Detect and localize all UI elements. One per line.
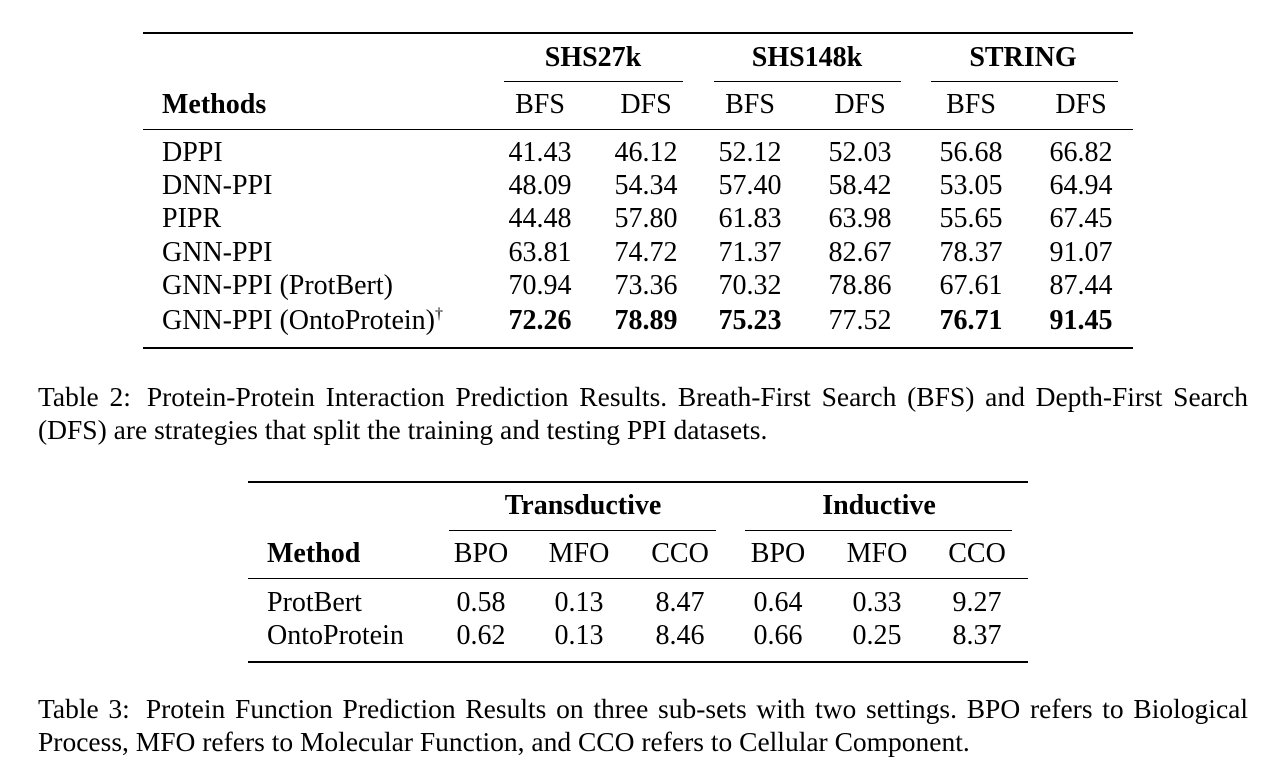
value-cell: 70.32	[718, 270, 782, 301]
group-header-shs148k: SHS148k	[751, 42, 863, 73]
value-cell: 58.42	[828, 170, 892, 201]
method-cell: OntoProtein	[267, 620, 404, 651]
value-cell: 67.61	[939, 270, 1003, 301]
value-cell: 53.05	[939, 170, 1003, 201]
caption-text: Protein Function Prediction Results on three sub-sets with two settings. BPO refers to Biological Process, MFO refers to Molecular Function, and CCO refers to Cellular Component.	[38, 693, 1248, 757]
value-cell: 8.47	[655, 587, 705, 618]
value-cell: 0.33	[852, 587, 902, 618]
value-cell: 44.48	[508, 203, 572, 234]
caption-label: Table 3:	[38, 693, 130, 724]
col-header: BFS	[946, 89, 996, 120]
col-header: BFS	[725, 89, 775, 120]
method-cell	[162, 305, 443, 337]
value-cell: 0.58	[456, 587, 506, 618]
value-cell: 52.03	[828, 137, 892, 168]
caption-text: Protein-Protein Interaction Prediction Results. Breath-First Search (BFS) and Depth-First Search (DFS) are strategies that split the training and testing PPI datasets.	[38, 381, 1248, 445]
value-cell: 70.94	[508, 270, 572, 301]
value-cell: 46.12	[614, 137, 678, 168]
dagger-marker: †	[435, 305, 443, 323]
top-rule	[248, 481, 1028, 483]
value-cell: 66.82	[1049, 137, 1113, 168]
col-header: DFS	[620, 89, 672, 120]
header-rule	[143, 129, 1133, 130]
table-2-caption	[38, 380, 1248, 446]
col-header: CCO	[948, 538, 1006, 569]
col-header: DFS	[1055, 89, 1107, 120]
group-underline	[714, 81, 901, 82]
value-cell: 52.12	[718, 137, 782, 168]
caption-label: Table 2:	[38, 381, 131, 412]
value-cell: 54.34	[614, 170, 678, 201]
value-cell: 48.09	[508, 170, 572, 201]
value-cell: 67.45	[1049, 203, 1113, 234]
method-cell: DPPI	[162, 137, 223, 168]
value-cell: 72.26	[508, 305, 572, 336]
value-cell: 78.37	[939, 237, 1003, 268]
value-cell: 63.81	[508, 237, 572, 268]
value-cell: 0.66	[753, 620, 803, 651]
method-cell: DNN-PPI	[162, 170, 273, 201]
value-cell: 41.43	[508, 137, 572, 168]
value-cell: 8.46	[655, 620, 705, 651]
value-cell: 82.67	[828, 237, 892, 268]
group-underline	[449, 530, 716, 531]
value-cell: 74.72	[614, 237, 678, 268]
value-cell: 73.36	[614, 270, 678, 301]
value-cell: 78.89	[614, 305, 678, 336]
value-cell: 77.52	[828, 305, 892, 336]
col-header: DFS	[834, 89, 886, 120]
value-cell: 76.71	[939, 305, 1003, 336]
method-header: Method	[267, 538, 361, 569]
value-cell: 0.13	[554, 587, 604, 618]
method-cell: GNN-PPI	[162, 237, 273, 268]
group-underline	[504, 81, 683, 82]
col-header: MFO	[846, 538, 908, 569]
value-cell: 0.62	[456, 620, 506, 651]
table-3-caption	[38, 692, 1248, 758]
group-header-inductive: Inductive	[822, 490, 936, 521]
group-underline	[745, 530, 1012, 531]
value-cell: 87.44	[1049, 270, 1113, 301]
top-rule	[143, 32, 1133, 34]
col-header: BPO	[750, 538, 806, 569]
value-cell: 0.13	[554, 620, 604, 651]
value-cell: 0.64	[753, 587, 803, 618]
method-cell: GNN-PPI (ProtBert)	[162, 270, 393, 301]
value-cell: 91.07	[1049, 237, 1113, 268]
bottom-rule	[143, 347, 1133, 349]
value-cell: 64.94	[1049, 170, 1113, 201]
value-cell: 55.65	[939, 203, 1003, 234]
value-cell: 78.86	[828, 270, 892, 301]
col-header: BPO	[453, 538, 509, 569]
value-cell: 9.27	[952, 587, 1002, 618]
value-cell: 57.40	[718, 170, 782, 201]
value-cell: 57.80	[614, 203, 678, 234]
methods-header: Methods	[162, 89, 267, 120]
group-header-transductive: Transductive	[504, 490, 662, 521]
col-header: BFS	[515, 89, 565, 120]
header-rule	[248, 578, 1028, 579]
method-name: GNN-PPI (OntoProtein)	[162, 305, 435, 336]
bottom-rule	[248, 661, 1028, 663]
value-cell: 75.23	[718, 305, 782, 336]
value-cell: 71.37	[718, 237, 782, 268]
method-cell: PIPR	[162, 203, 222, 234]
value-cell: 56.68	[939, 137, 1003, 168]
value-cell: 8.37	[952, 620, 1002, 651]
value-cell: 0.25	[852, 620, 902, 651]
col-header: MFO	[548, 538, 610, 569]
group-header-shs27k: SHS27k	[544, 42, 642, 73]
group-underline	[931, 81, 1118, 82]
method-cell: ProtBert	[267, 587, 362, 618]
value-cell: 91.45	[1049, 305, 1113, 336]
group-header-string: STRING	[969, 42, 1077, 73]
col-header: CCO	[651, 538, 709, 569]
value-cell: 63.98	[828, 203, 892, 234]
value-cell: 61.83	[718, 203, 782, 234]
